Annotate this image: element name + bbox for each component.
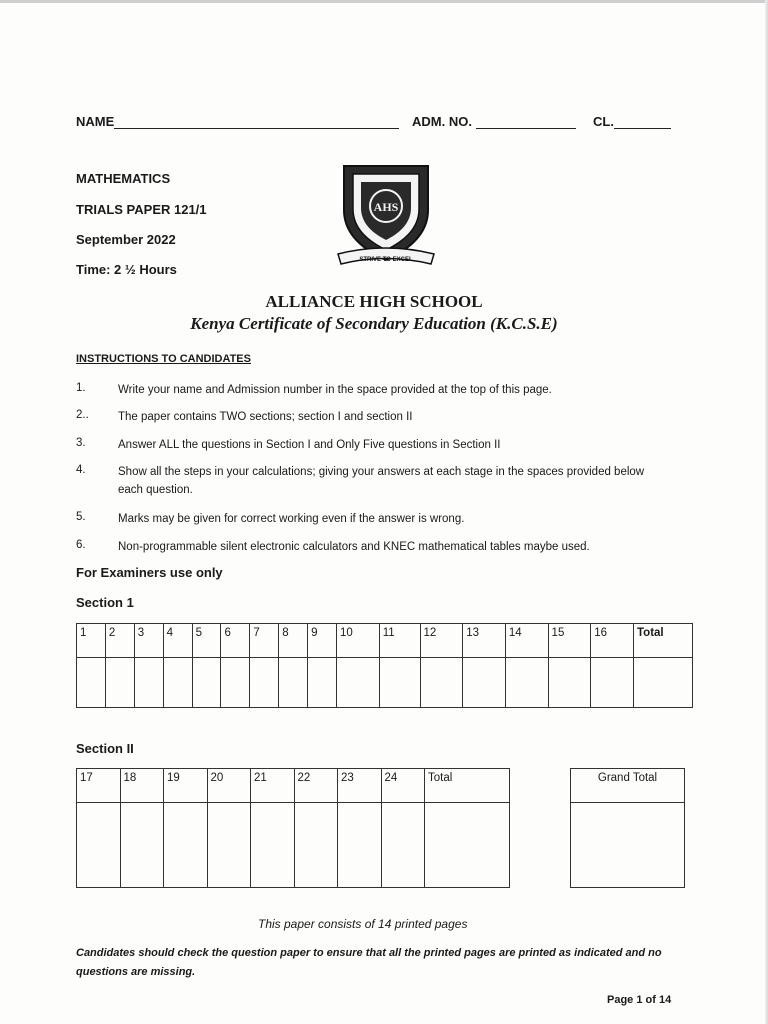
table-header-cell: Total (425, 769, 510, 803)
mark-cell[interactable] (338, 803, 382, 888)
section2-table (76, 768, 510, 888)
mark-cell[interactable] (192, 658, 221, 708)
section1-label: Section 1 (76, 595, 134, 610)
table-header-cell: 12 (420, 624, 463, 658)
crest-initials: AHS (373, 200, 399, 214)
instruction-item: Write your name and Admission number in the space provided at the top of this page. (118, 384, 552, 396)
mark-cell[interactable] (337, 658, 380, 708)
name-label: NAME (76, 114, 115, 129)
mark-cell[interactable] (379, 658, 420, 708)
table-header-cell: 7 (250, 624, 279, 658)
table-header-cell: 17 (77, 769, 121, 803)
class-label: CL. (593, 114, 614, 129)
mark-cell[interactable] (308, 658, 337, 708)
exam-time: Time: 2 ½ Hours (76, 262, 177, 277)
table-header-cell: 21 (251, 769, 295, 803)
table-header-cell: 13 (463, 624, 506, 658)
instruction-number: 4. (76, 464, 86, 476)
exam-title: Kenya Certificate of Secondary Education (K.C.S.E) (190, 314, 558, 333)
grand-total-table (570, 768, 685, 888)
mark-cell[interactable] (505, 658, 548, 708)
instruction-item: Non-programmable silent electronic calculators and KNEC mathematical tables maybe used. (118, 541, 590, 553)
instruction-number: 3. (76, 437, 86, 449)
instructions-heading: INSTRUCTIONS TO CANDIDATES (76, 353, 251, 365)
school-name: ALLIANCE HIGH SCHOOL (265, 292, 483, 311)
mark-cell[interactable] (164, 803, 208, 888)
table-header-cell: 18 (120, 769, 164, 803)
page-number: Page 1 of 14 (607, 994, 672, 1006)
adm-label: ADM. NO. (412, 114, 472, 129)
section2-label: Section II (76, 741, 134, 756)
mark-cell[interactable] (381, 803, 425, 888)
mark-cell[interactable] (120, 803, 164, 888)
mark-cell[interactable] (420, 658, 463, 708)
table-header-cell: 16 (591, 624, 634, 658)
table-header-cell: 23 (338, 769, 382, 803)
mark-cell[interactable] (250, 658, 279, 708)
mark-cell[interactable] (134, 658, 163, 708)
mark-cell[interactable] (279, 658, 308, 708)
total-cell[interactable] (634, 658, 693, 708)
table-header-cell: 5 (192, 624, 221, 658)
check-note: Candidates should check the question paper to ensure that all the printed pages are printed as indicated and no questions are missing. (76, 947, 662, 978)
adm-blank[interactable] (476, 114, 576, 129)
section1-marks-row (77, 658, 693, 708)
table-header-cell: 15 (548, 624, 591, 658)
mark-cell[interactable] (294, 803, 338, 888)
instruction-number: 5. (76, 511, 86, 523)
mark-cell[interactable] (77, 658, 106, 708)
mark-cell[interactable] (591, 658, 634, 708)
table-header-cell: 22 (294, 769, 338, 803)
name-field (76, 114, 399, 129)
table-header-cell: 6 (221, 624, 250, 658)
mark-cell[interactable] (221, 658, 250, 708)
grand-total-cell[interactable] (571, 803, 685, 888)
mark-cell[interactable] (463, 658, 506, 708)
mark-cell[interactable] (251, 803, 295, 888)
section1-header-row (77, 624, 693, 658)
grand-total-label: Grand Total (571, 769, 685, 803)
page-top-edge (0, 0, 768, 3)
table-header-cell: 10 (337, 624, 380, 658)
instruction-item: Show all the steps in your calculations; giving your answers at each stage in the spaces provided below each question. (118, 466, 645, 496)
table-header-cell: 14 (505, 624, 548, 658)
instruction-item: The paper contains TWO sections; section I and section II (118, 411, 413, 423)
table-header-cell: 2 (105, 624, 134, 658)
table-header-cell: Total (634, 624, 693, 658)
section2-header-row (77, 769, 510, 803)
mark-cell[interactable] (548, 658, 591, 708)
table-header-cell: 11 (379, 624, 420, 658)
table-header-cell: 8 (279, 624, 308, 658)
total-cell[interactable] (425, 803, 510, 888)
mark-cell[interactable] (105, 658, 134, 708)
table-header-cell: 3 (134, 624, 163, 658)
exam-date: September 2022 (76, 232, 176, 247)
instruction-number: 2.. (76, 409, 89, 421)
class-field (593, 114, 671, 129)
instruction-number: 6. (76, 539, 86, 551)
instruction-item: Marks may be given for correct working even if the answer is wrong. (118, 513, 465, 525)
table-header-cell: 20 (207, 769, 251, 803)
instruction-number: 1. (76, 382, 86, 394)
mark-cell[interactable] (207, 803, 251, 888)
paper-code: TRIALS PAPER 121/1 (76, 202, 207, 217)
instruction-item: Answer ALL the questions in Section I and Only Five questions in Section II (118, 439, 501, 451)
name-blank[interactable] (114, 114, 399, 129)
mark-cell[interactable] (163, 658, 192, 708)
section1-table (76, 623, 693, 708)
school-crest (336, 160, 436, 268)
subject: MATHEMATICS (76, 171, 171, 186)
section2-marks-row (77, 803, 510, 888)
mark-cell[interactable] (77, 803, 121, 888)
adm-field (412, 114, 576, 129)
pages-note: This paper consists of 14 printed pages (258, 917, 468, 931)
crest-motto: STRIVE TO EXCEL (359, 257, 413, 263)
table-header-cell: 1 (77, 624, 106, 658)
class-blank[interactable] (614, 114, 671, 129)
table-header-cell: 24 (381, 769, 425, 803)
table-header-cell: 9 (308, 624, 337, 658)
table-header-cell: 4 (163, 624, 192, 658)
table-header-cell: 19 (164, 769, 208, 803)
examiners-heading: For Examiners use only (76, 565, 223, 580)
